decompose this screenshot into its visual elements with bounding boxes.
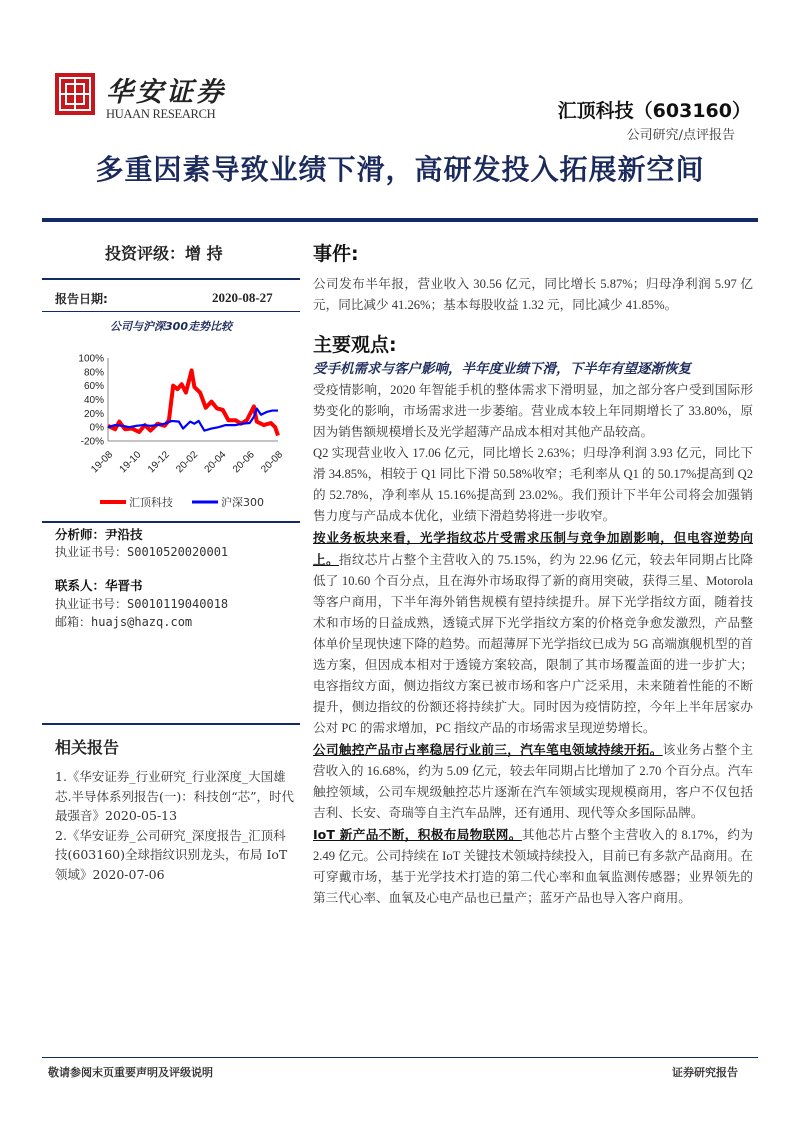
y-tick-label: 20% <box>83 408 104 420</box>
paragraph-lead: 按业务板块来看，光学指纹芯片受需求压制与竞争加剧影响，但电容逆势向上。 <box>313 530 753 567</box>
y-tick-label: -20% <box>80 436 104 448</box>
logo-icon <box>55 73 95 115</box>
paragraph-5 <box>313 824 753 909</box>
x-tick-label: 19-12 <box>145 449 172 476</box>
paragraph-1: 受疫情影响，2020 年智能手机的整体需求下滑明显，加之部分客户受到国际形势变化的影响，市场需求进一步萎缩。营业成本较上年同期增长了 33.80%，原因为销售额规模增长及光学超薄产品成本相对其他产品较高。 <box>313 383 753 439</box>
header-divider <box>42 218 758 222</box>
divider <box>42 278 300 280</box>
paragraph-lead: 公司触控产品市占率稳居行业前三，汽车笔电领域持续开拓。 <box>313 742 663 757</box>
chart-title: 公司与沪深300走势比较 <box>110 320 232 333</box>
footer-divider <box>42 1057 758 1058</box>
views-heading: 主要观点: <box>313 334 397 356</box>
y-tick-label: 60% <box>83 381 104 393</box>
contact-email[interactable]: 邮箱：huajs@hazq.com <box>55 615 193 629</box>
contact-cert: 执业证书号：S0010119040018 <box>55 597 229 611</box>
stock-comparison-chart <box>42 338 300 516</box>
divider <box>42 723 300 725</box>
y-tick-label: 100% <box>78 353 104 365</box>
paragraph-lead: IoT 新产品不断，积极布局物联网。 <box>313 827 522 842</box>
logo-text: 华安证券 <box>106 77 226 108</box>
investment-rating: 投资评级：增 持 <box>105 244 223 263</box>
x-tick-label: 20-04 <box>202 449 229 476</box>
x-tick-label: 20-08 <box>259 449 286 476</box>
paragraph-body: 该业务占整个主营收入的 16.68%，约为 5.09 亿元，较去年同期占比增加了 2.70 个百分点。汽车触控领域，公司车规级触控芯片逐渐在汽车领域实现规模商用，客户不仅包括吉利、长安、奇瑞等自主汽车品牌，还有通用、现代等众多国际品牌。 <box>313 743 754 820</box>
x-tick-label: 19-08 <box>89 449 116 476</box>
x-tick-label: 20-02 <box>174 449 201 476</box>
date-value: 2020-08-27 <box>212 290 273 305</box>
report-title: 多重因素导致业绩下滑，高研发投入拓展新空间 <box>95 153 705 186</box>
x-tick-label: 19-10 <box>117 449 144 476</box>
related-reports-heading: 相关报告 <box>55 738 120 757</box>
paragraph-3 <box>313 527 753 739</box>
analyst-name: 分析师：尹沿技 <box>55 527 143 542</box>
logo-subtitle: HUAAN RESEARCH <box>106 107 216 121</box>
related-report-item[interactable]: 2.《华安证券_公司研究_深度报告_汇顶科技(603160)全球指纹识别龙头，布局 IoT 领域》2020-07-06 <box>55 827 288 882</box>
y-tick-label: 80% <box>83 367 104 379</box>
divider <box>42 521 300 523</box>
footer-disclaimer[interactable]: 敬请参阅末页重要声明及评级说明 <box>48 1066 213 1079</box>
paragraph-2: Q2 实现营业收入 17.06 亿元，同比增长 2.63%；归母净利润 3.93 亿元，同比下滑 34.85%，相较于 Q1 同比下滑 50.58%收窄；毛利率从 Q1 的 50.17%提高到 Q2 的 52.78%，净利率从 15.16%提高到 23.02%。我们预计下半年公司将会加强销售力度与产品成本优化，业绩下滑趋势将进一步收窄。 <box>313 446 753 523</box>
y-tick-label: 40% <box>83 395 104 406</box>
legend-label: 沪深300 <box>221 496 264 509</box>
view-subheading: 受手机需求与客户影响，半年度业绩下滑，下半年有望逐渐恢复 <box>313 361 691 377</box>
paragraph-body: 其他芯片占整个主营收入的 8.17%，约为 2.49 亿元。公司持续在 IoT 关键技术领域持续投入，目前已有多款产品商用。在可穿戴市场，基于光学技术打造的第二代心率和血氧监测传感器；业界领先的第三代心率、血氧及心电产品也已量产；蓝牙产品也导入客户商用。 <box>313 828 753 905</box>
related-reports-list <box>55 767 295 884</box>
divider <box>42 311 300 312</box>
legend-label: 汇顶科技 <box>129 496 173 509</box>
date-label: 报告日期: <box>55 292 108 306</box>
analyst-cert: 执业证书号：S0010520020001 <box>55 545 229 559</box>
company-name: 汇顶科技（603160） <box>557 100 751 122</box>
paragraph-4 <box>313 739 753 824</box>
footer-label: 证券研究报告 <box>672 1066 738 1079</box>
view-paragraph <box>313 380 753 909</box>
event-heading: 事件: <box>313 243 359 265</box>
report-type: 公司研究/点评报告 <box>626 128 735 143</box>
event-text: 公司发布半年报，营业收入 30.56 亿元，同比增长 5.87%；归母净利润 5.97 亿元，同比减少 41.26%；基本每股收益 1.32 元，同比减少 41.85%。 <box>313 277 753 312</box>
related-report-item[interactable]: 1.《华安证券_行业研究_行业深度_大国雄芯.半导体系列报告(一)：科技创“芯”，时代最强音》2020-05-13 <box>55 769 295 823</box>
paragraph-body: 指纹芯片占整个主营收入的 75.15%，约为 22.96 亿元，较去年同期占比降低了 10.60 个百分点，且在海外市场取得了新的商用突破，获得三星、Motorola 等客户商用，下半年海外销售规模有望持续提升。屏下光学指纹方面，随着技术和市场的日益成熟，透镜式屏下光学指纹方案的价格竞争愈发激烈，产品整体单价呈现快速下降的趋势。而超薄屏下光学指纹已成为 5G 高端旗舰机型的首选方案，但因成本相对于透镜方案较高，限制了其市场覆盖面的进一步扩大；电容指纹方面，侧边指纹方案已被市场和客户广泛采用，未来随着性能的不断提升，侧边指纹的份额还将持续扩大。同时因为疫情防控，今年上半年居家办公对 PC 的需求增加，PC 指纹产品的市场需求呈现逆势增长。 <box>313 553 754 735</box>
contact-name: 联系人：华晋书 <box>55 578 143 593</box>
x-tick-label: 20-06 <box>230 449 257 476</box>
y-tick-label: 0% <box>89 422 104 434</box>
